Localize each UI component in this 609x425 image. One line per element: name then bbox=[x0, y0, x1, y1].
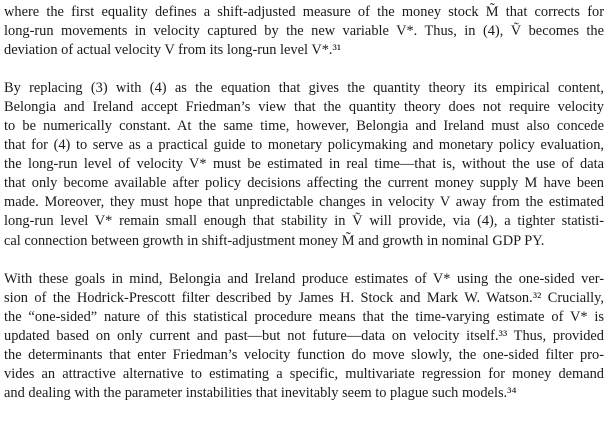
text-line: that only become available after policy decisions affecting the current money supply M have been bbox=[4, 175, 604, 192]
paragraph-1 bbox=[4, 3, 604, 60]
text-line: long-run movements in velocity captured by the new variable V*. Thus, in (4), Ṽ becomes the bbox=[4, 23, 604, 40]
text-line: Belongia and Ireland accept Friedman’s view that the quantity theory does not require velocity bbox=[4, 99, 604, 116]
text-line: the long-run level of velocity V* must be estimated in real time—that is, without the use of data bbox=[4, 156, 604, 173]
text-line: vides an attractive alternative to estimating a specific, multivariate regression for money demand bbox=[4, 365, 604, 382]
paragraph-3 bbox=[4, 270, 604, 403]
text-line: to be numerically constant. At the same time, however, Belongia and Ireland must also concede bbox=[4, 118, 604, 135]
paragraph-2 bbox=[4, 79, 604, 250]
text-line: the determinants that enter Friedman’s velocity function do move slowly, the one-sided filter pro- bbox=[4, 346, 604, 363]
text-line: where the first equality defines a shift-adjusted measure of the money stock M̃ that corrects for bbox=[4, 4, 604, 20]
text-line: By replacing (3) with (4) as the equation that gives the quantity theory its empirical content, bbox=[4, 80, 604, 97]
text-line: and dealing with the parameter instabilities that inevitably seem to plague such models.³⁴ bbox=[4, 384, 517, 401]
document-page bbox=[4, 3, 604, 403]
text-line: that for (4) to serve as a practical guide to monetary policymaking and monetary policy evaluation, bbox=[4, 137, 604, 154]
text-line: long-run level V* remain small enough that stability in Ṽ will provide, via (4), a tighter statisti- bbox=[4, 213, 604, 230]
text-line: the “one-sided” nature of this statistical procedure means that the time-varying estimate of V* is bbox=[4, 308, 604, 325]
text-line: updated based on only current and past—but not future—data on velocity itself.³³ Thus, provided bbox=[4, 327, 604, 344]
text-line: With these goals in mind, Belongia and Ireland produce estimates of V* using the one-sided ver- bbox=[4, 270, 604, 287]
text-line: deviation of actual velocity V from its long-run level V*.³¹ bbox=[4, 42, 342, 59]
text-line: cal connection between growth in shift-adjustment money M̃ and growth in nominal GDP PY. bbox=[4, 232, 545, 249]
text-line: made. Moreover, they must hope that unpredictable changes in velocity V away from the estimated bbox=[4, 194, 604, 211]
text-line: sion of the Hodrick-Prescott filter described by James H. Stock and Mark W. Watson.³² Crucially, bbox=[4, 289, 604, 306]
